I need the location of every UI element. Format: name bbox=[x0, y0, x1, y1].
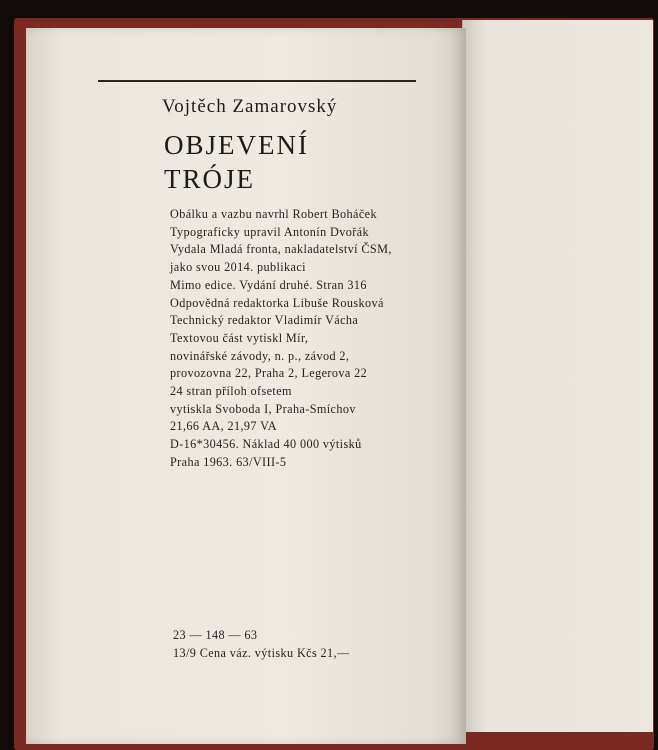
title-line-1: OBJEVENÍ bbox=[164, 130, 309, 160]
colophon-line: 21,66 AA, 21,97 VA bbox=[170, 419, 277, 434]
colophon-line: Praha 1963. 63/VIII-5 bbox=[170, 454, 287, 469]
colophon-line: Typograficky upravil Antonín Dvořák bbox=[170, 224, 369, 239]
colophon-line: Vydala Mladá fronta, nakladatelství ČSM, bbox=[170, 242, 392, 257]
colophon-line: provozovna 22, Praha 2, Legerova 22 bbox=[170, 366, 368, 381]
colophon-line: Odpovědná redaktorka Libuše Rousková bbox=[170, 295, 384, 310]
colophon-line: 24 stran příloh ofsetem bbox=[170, 384, 292, 399]
colophon-line: novinářské závody, n. p., závod 2, bbox=[170, 348, 350, 363]
colophon-line: Mimo edice. Vydání druhé. Stran 316 bbox=[170, 277, 367, 292]
right-page bbox=[462, 20, 653, 732]
colophon bbox=[170, 206, 392, 472]
colophon-line: Obálku a vazbu navrhl Robert Boháček bbox=[170, 207, 377, 221]
colophon-line: vytiskla Svoboda I, Praha-Smíchov bbox=[170, 401, 356, 416]
book-title bbox=[164, 128, 309, 196]
colophon-line: Technický redaktor Vladimír Vácha bbox=[170, 313, 359, 328]
catalog-number: 23 — 148 — 63 bbox=[173, 628, 258, 642]
colophon-line: D-16*30456. Náklad 40 000 výtisků bbox=[170, 437, 362, 452]
author-name: Vojtěch Zamarovský bbox=[162, 96, 338, 117]
top-rule bbox=[98, 80, 416, 82]
title-line-2: TRÓJE bbox=[164, 164, 255, 194]
colophon-line: Textovou část vytiskl Mír, bbox=[170, 330, 309, 345]
price-footer bbox=[173, 627, 350, 662]
colophon-line: jako svou 2014. publikaci bbox=[170, 260, 306, 275]
price-line: 13/9 Cena váz. výtisku Kčs 21,— bbox=[173, 645, 350, 660]
